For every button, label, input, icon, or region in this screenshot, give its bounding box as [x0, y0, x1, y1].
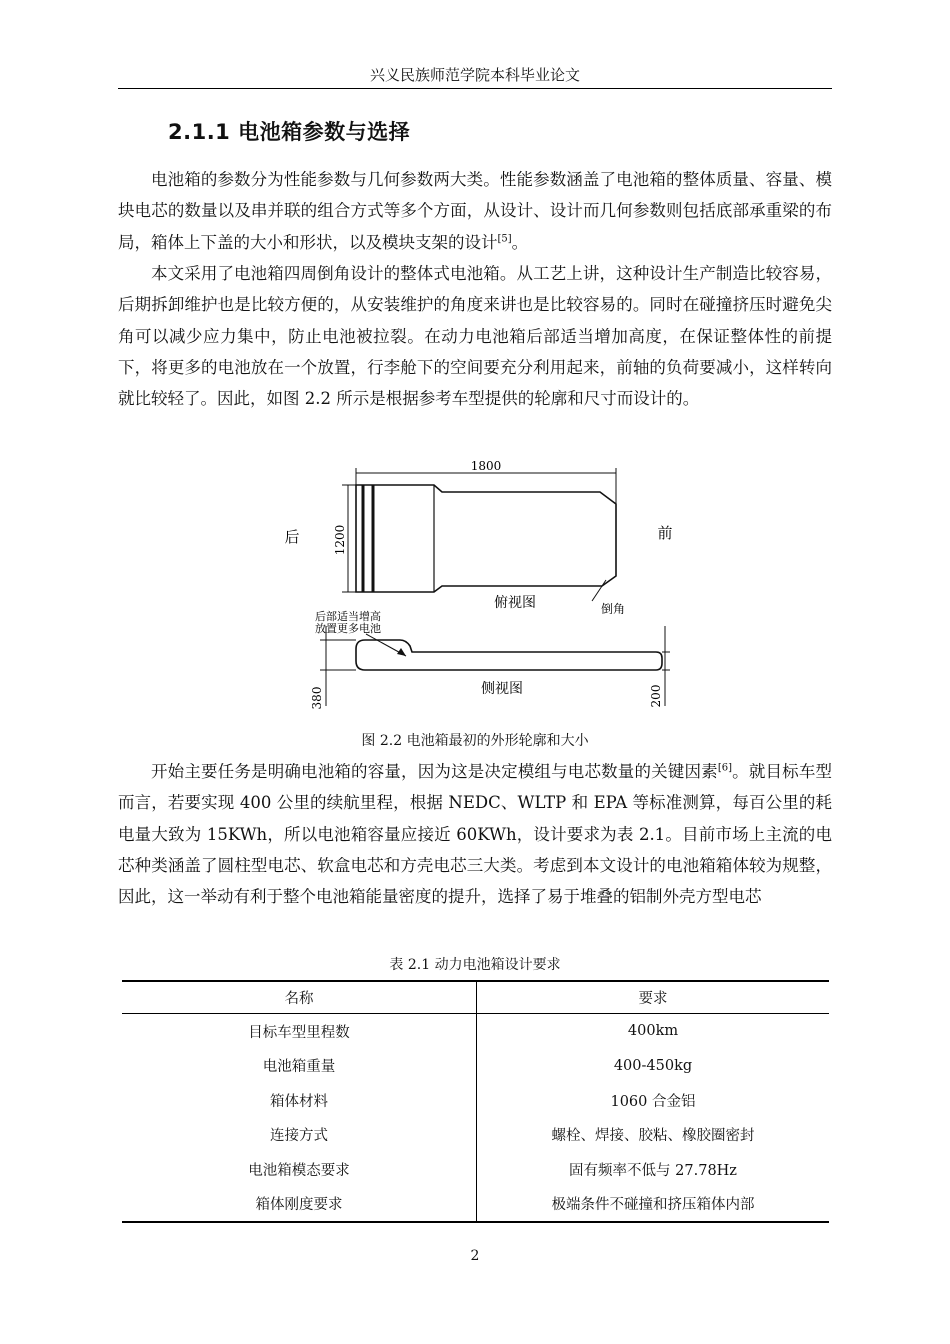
cell-requirement: 400-450kg: [613, 1057, 693, 1074]
note-line-1: 后部适当增高: [315, 610, 381, 623]
table-row: [122, 1152, 829, 1187]
paragraph-start: 开始主要任务是明确电池箱的容量，因为这是决定模组与电芯数量的关键因素: [151, 762, 718, 781]
top-view-label: 俯视图: [494, 595, 536, 611]
front-label: 前: [657, 524, 673, 542]
battery-box-figure: [270, 458, 680, 713]
chamfer-label: 倒角: [600, 602, 626, 616]
side-view-label: 侧视图: [481, 681, 523, 697]
cell-name: 箱体刚度要求: [122, 1187, 477, 1223]
paragraph-text: 。就目标车型而言，若要实现 400 公里的续航里程，根据 NEDC、WLTP 和 EPA 等标准测算，每百公里的耗电量大致为 15KWh，所以电池箱容量应接近 60KWh，设计要求为表 2.1。目前市场上主流的电芯种类涵盖了圆柱型电芯、软盒电芯和方壳电芯三大类。考虑到本文设计的电池箱箱体较为规整，因此，这一举动有利于整个电池箱能量密度的提升，选择了易于堆叠的铝制外壳方型电芯: [118, 762, 833, 907]
page-number: 2: [470, 1248, 480, 1264]
length-dimension-label: 1800: [470, 459, 502, 473]
cell-name: 电池箱模态要求: [122, 1152, 477, 1187]
cell-name: 目标车型里程数: [122, 1014, 477, 1049]
table-header-row: [122, 981, 829, 1014]
chamfer-leader: [592, 580, 606, 601]
paragraph-end: 。: [511, 232, 529, 252]
cell-requirement: 400km: [627, 1023, 679, 1040]
cell-requirement: 螺栓、焊接、胶粘、橡胶圈密封: [551, 1128, 755, 1145]
header-requirement: 要求: [477, 981, 830, 1014]
table-row: [122, 1049, 829, 1084]
cell-name: 电池箱重量: [122, 1049, 477, 1084]
figure-caption: 图 2.2 电池箱最初的外形轮廓和大小: [361, 733, 589, 749]
header-name: 名称: [122, 981, 477, 1014]
cell-name: 箱体材料: [122, 1083, 477, 1118]
page-header: 兴义民族师范学院本科毕业论文: [118, 64, 832, 89]
table-row: [122, 1083, 829, 1118]
paragraph-parameters: [118, 164, 832, 258]
table-caption: 表 2.1 动力电池箱设计要求: [389, 957, 561, 973]
requirements-table: [122, 980, 829, 1223]
cell-requirement: 极端条件不碰撞和挤压箱体内部: [477, 1187, 830, 1223]
paragraph-capacity: [118, 756, 832, 912]
section-title: 2.1.1 电池箱参数与选择: [168, 120, 411, 144]
paragraph-design: 本文采用了电池箱四周倒角设计的整体式电池箱。从工艺上讲，这种设计生产制造比较容易，后期拆卸维护也是比较方便的，从安装维护的角度来讲也是比较容易的。同时在碰撞挤压时避免尖角可以减少应力集中，防止电池被拉裂。在动力电池箱后部适当增加高度，在保证整体性的前提下，将更多的电池放在一个放置，行李舱下的空间要充分利用起来，前轴的负荷要减小，这样转向就比较轻了。因此，如图 2.2 所示是根据参考车型提供的轮廓和尺寸而设计的。: [118, 264, 832, 409]
table-row: [122, 1187, 829, 1223]
top-view-outline: [356, 485, 616, 592]
citation-ref: [6]: [717, 762, 732, 774]
paragraph-text: 电池箱的参数分为性能参数与几何参数两大类。性能参数涵盖了电池箱的整体质量、容量、模块电芯的数量以及串并联的组合方式等多个方面，从设计、设计而几何参数则包括底部承重梁的布局，箱体上下盖的大小和形状，以及模块支架的设计: [118, 170, 832, 252]
cell-requirement: 固有频率不低与 27.78Hz: [569, 1162, 737, 1179]
rear-label: 后: [284, 528, 300, 546]
front-height-label: 200: [649, 684, 663, 708]
citation-ref: [5]: [497, 233, 512, 245]
table-row: [122, 1118, 829, 1153]
table-row: [122, 1014, 829, 1049]
cell-name: 连接方式: [122, 1118, 477, 1153]
cell-requirement: 1060 合金铝: [610, 1093, 696, 1110]
outline-drawing: [270, 458, 680, 713]
rear-height-label: 380: [310, 686, 324, 710]
note-line-2: 放置更多电池: [315, 622, 381, 635]
width-dimension-label: 1200: [333, 524, 347, 556]
